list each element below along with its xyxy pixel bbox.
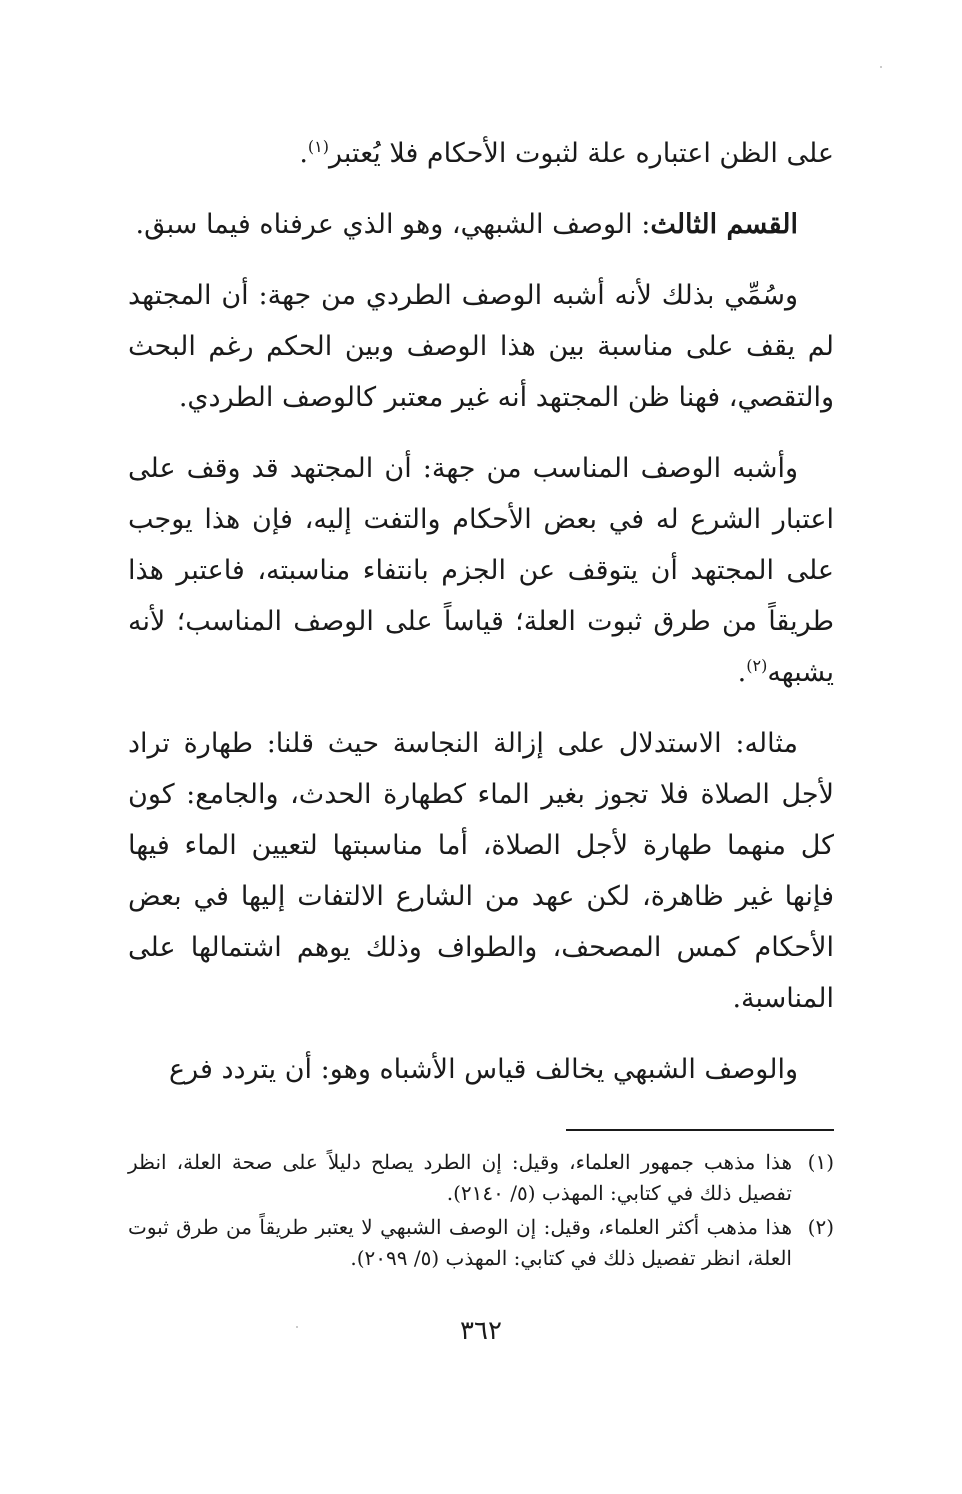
section-heading: القسم الثالث	[650, 209, 798, 240]
paragraph-1	[128, 128, 834, 179]
main-text	[128, 128, 834, 1115]
footnote-ref-1[interactable]: (١)	[307, 137, 330, 156]
paragraph-1-end: .	[299, 138, 308, 169]
scan-speck	[880, 66, 882, 68]
paragraph-4	[128, 443, 834, 698]
scan-speck	[296, 1326, 298, 1328]
footnote-2-text: هذا مذهب أكثر العلماء، وقيل: إن الوصف الشبهي لا يعتبر طريقاً من طرق ثبوت العلة، انظر تفصيل ذلك في كتابي: المهذب (٥/ ٢٠٩٩).	[128, 1215, 792, 1270]
paragraph-6: والوصف الشبهي يخالف قياس الأشباه وهو: أن يتردد فرع	[169, 1054, 798, 1085]
footnotes	[128, 1147, 834, 1277]
footnote-1-text: هذا مذهب جمهور العلماء، وقيل: إن الطرد يصلح دليلاً على صحة العلة، انظر تفصيل ذلك في كتابي: المهذب (٥/ ٢١٤٠).	[128, 1150, 792, 1205]
paragraph-5: مثاله: الاستدلال على إزالة النجاسة حيث قلنا: طهارة تراد لأجل الصلاة فلا تجوز بغير الماء كطهارة الحدث، والجامع: كون كل منهما طهارة لأجل الصلاة، أما مناسبتها لتعيين الماء فيها فإنها غير ظاهرة، لكن عهد من الشارع الالتفات إليها في بعض الأحكام كمس المصحف، والطواف وذلك يوهم اشتمالها على المناسبة.	[128, 728, 834, 1014]
footnote-1-number: (١)	[807, 1150, 834, 1174]
paragraph-4-end: .	[737, 657, 747, 688]
page-number: ٣٦٢	[460, 1316, 502, 1346]
footnote-ref-2[interactable]: (٢)	[746, 656, 768, 675]
paragraph-4-text: وأشبه الوصف المناسب من جهة: أن المجتهد قد وقف على اعتبار الشرع له في بعض الأحكام والتفت إليه، فإن هذا يوجب على المجتهد أن يتوقف عن الجزم بانتفاء مناسبته، فاعتبر هذا طريقاً من طرق ثبوت العلة؛ قياساً على الوصف المناسب؛ لأنه يشبهه	[128, 453, 834, 688]
footnote-2	[128, 1212, 834, 1274]
paragraph-2-text: : الوصف الشبهي، وهو الذي عرفناه فيما سبق.	[135, 209, 651, 240]
footnote-separator	[566, 1129, 834, 1131]
paragraph-1-text: على الظن اعتباره علة لثبوت الأحكام فلا يُعتبر	[329, 138, 834, 169]
paragraph-3: وسُمِّي بذلك لأنه أشبه الوصف الطردي من جهة: أن المجتهد لم يقف على مناسبة بين هذا الوصف وبين الحكم رغم البحث والتقصي، فهنا ظن المجتهد أنه غير معتبر كالوصف الطردي.	[128, 280, 834, 413]
footnote-2-number: (٢)	[807, 1215, 834, 1239]
footnote-1	[128, 1147, 834, 1209]
paragraph-2	[128, 199, 834, 250]
